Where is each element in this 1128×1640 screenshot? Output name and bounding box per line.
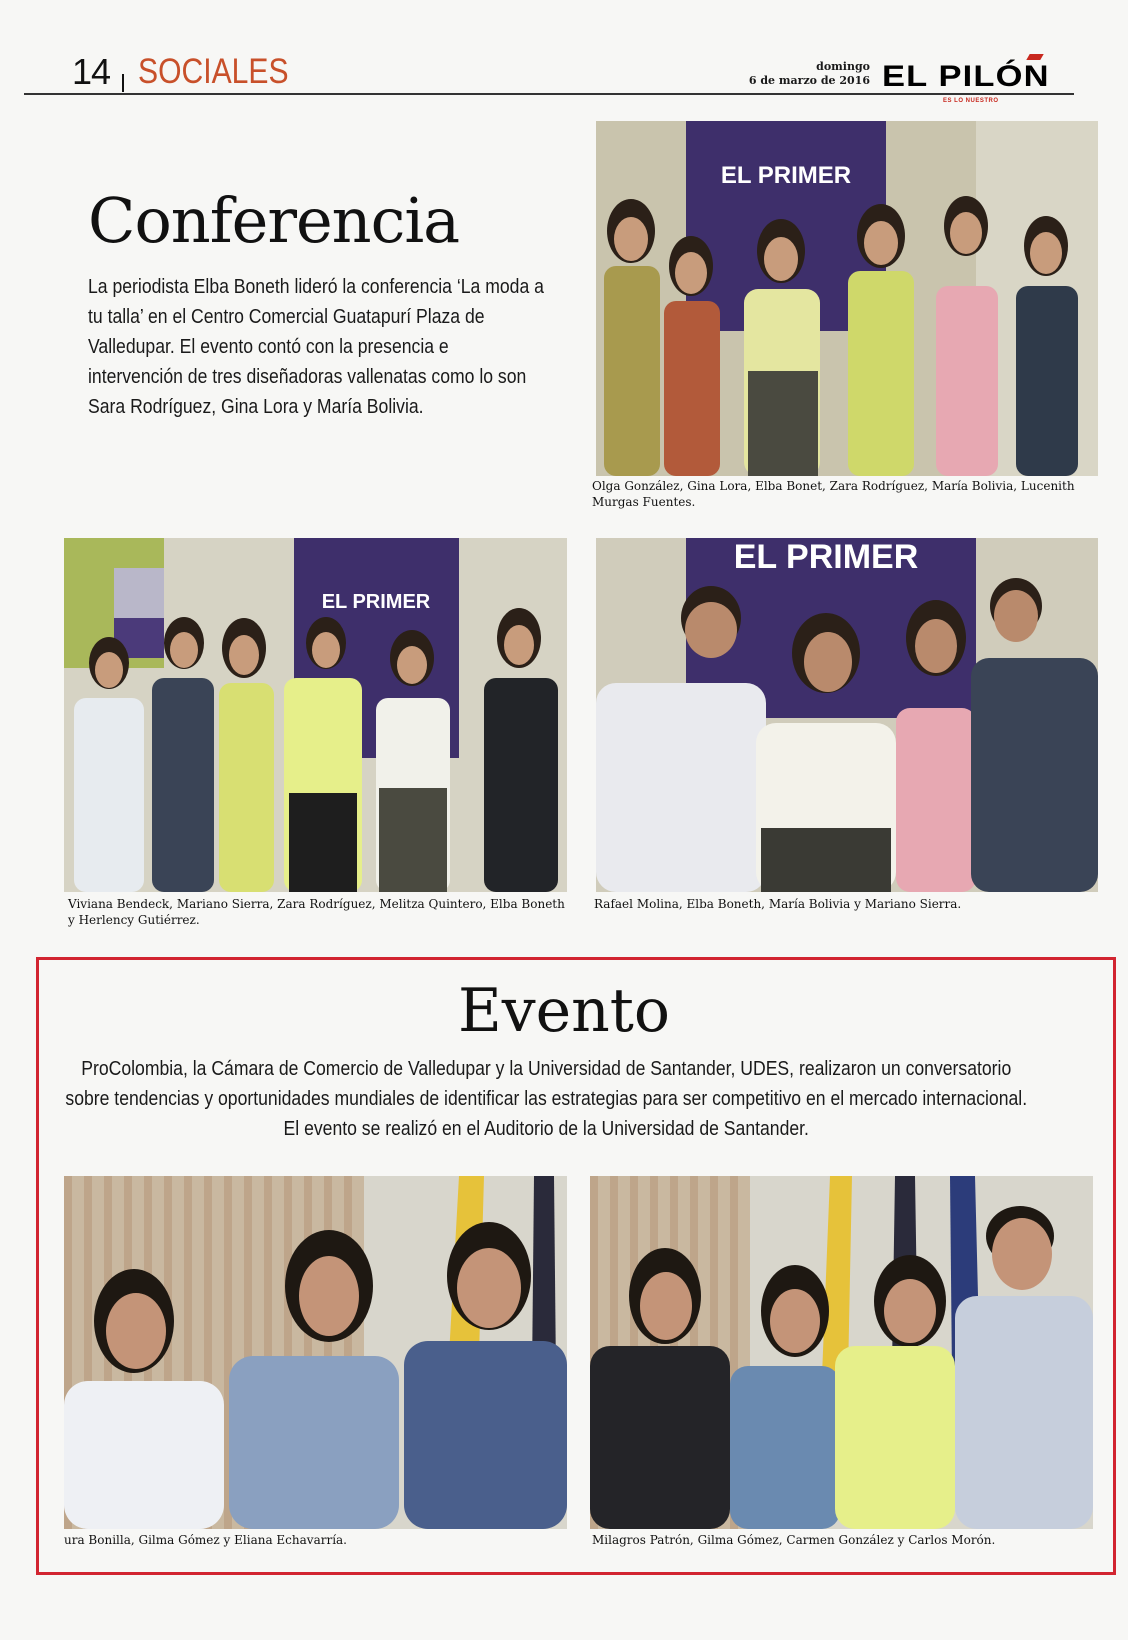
conferencia-caption-1: Olga González, Gina Lora, Elba Bonet, Zara Rodríguez, María Bolivia, Lucenith Murgas Fuentes.	[592, 479, 1075, 509]
logo-tagline: ES LO NUESTRO	[943, 98, 999, 104]
conferencia-photo-3	[596, 538, 1098, 892]
section-title: SOCIALES	[138, 52, 289, 91]
conferencia-body: La periodista Elba Boneth lideró la conferencia ‘La moda a tu talla’ en el Centro Comercial Guatapurí Plaza de Valledupar. El evento contó con la presencia e intervención de tres diseñadoras vallenatas como lo son Sara Rodríguez, Gina Lora y María Bolivia.	[88, 276, 544, 418]
evento-title: Evento	[457, 976, 671, 1046]
page-number: 14	[72, 51, 111, 92]
conferencia-photo-1	[596, 121, 1098, 476]
evento-caption-1: ura Bonilla, Gilma Gómez y Eliana Echavarría.	[64, 1533, 347, 1547]
date: 6 de marzo de 2016	[748, 74, 870, 87]
evento-caption-2: Milagros Patrón, Gilma Gómez, Carmen González y Carlos Morón.	[592, 1533, 996, 1547]
banner-text: EL PRIMER	[720, 162, 852, 189]
evento-body: ProColombia, la Cámara de Comercio de Valledupar y la Universidad de Santander, UDES, realizaron un conversatorio sobre tendencias y oportunidades mundiales de identificar las estrategias para ser competitivo en el mercado internacional. El evento se realizó en el Auditorio de la Universidad de Santander.	[65, 1058, 1028, 1140]
evento-photo-2	[590, 1176, 1093, 1529]
header-rule	[24, 93, 1074, 95]
page-number-divider	[122, 74, 124, 92]
evento-photo-1	[64, 1176, 567, 1529]
banner-text: EL PRIMER	[733, 538, 919, 576]
date-weekday: domingo	[816, 60, 870, 73]
conferencia-photo-2	[64, 538, 567, 892]
conferencia-caption-3: Rafael Molina, Elba Boneth, María Bolivia y Mariano Sierra.	[594, 897, 962, 911]
newspaper-logo: EL PILÓN	[882, 60, 1050, 93]
banner-text: EL PRIMER	[321, 591, 431, 613]
conferencia-caption-2: Viviana Bendeck, Mariano Sierra, Zara Rodríguez, Melitza Quintero, Elba Boneth y Herlency Gutiérrez.	[68, 897, 565, 927]
conferencia-title: Conferencia	[88, 184, 460, 257]
